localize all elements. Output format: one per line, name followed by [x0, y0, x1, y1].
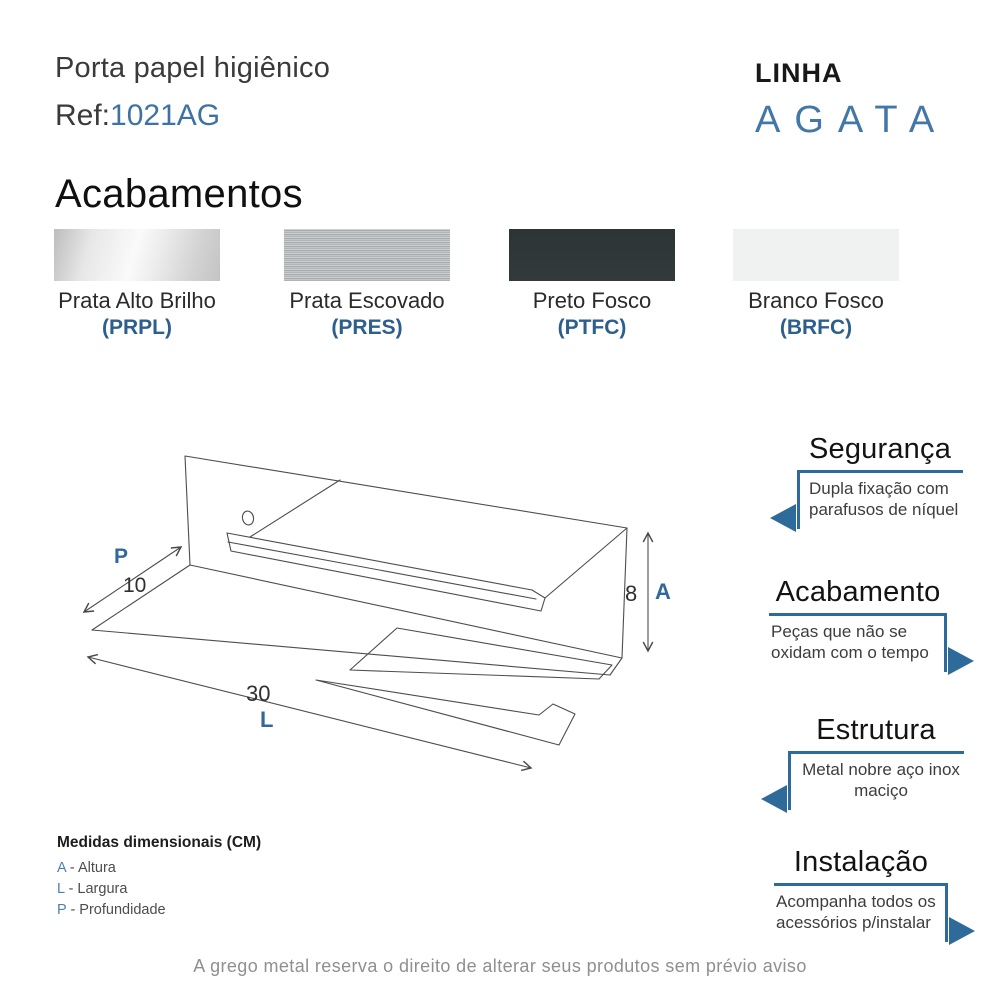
legend-label: - Largura — [68, 881, 128, 897]
finish-swatch-silver-gloss — [54, 229, 220, 281]
finish-item-pres — [282, 229, 452, 340]
legend-item-largura — [57, 881, 127, 897]
legend-item-profundidade — [57, 902, 166, 918]
legend-letter: P — [57, 902, 67, 918]
finish-code: (PRPL) — [102, 316, 172, 339]
finish-item-brfc — [731, 229, 901, 340]
finish-name: Branco Fosco — [748, 288, 884, 313]
feature-callout-estrutura — [788, 714, 964, 810]
dim-depth-letter: P — [114, 545, 129, 568]
finish-code: (PRES) — [331, 316, 403, 339]
legend-letter: A — [57, 860, 66, 876]
legend-item-altura — [57, 860, 116, 876]
feature-description: Acompanha todos os acessórios p/instalar — [774, 886, 948, 942]
feature-title: Segurança — [797, 433, 963, 473]
finish-item-ptfc — [507, 229, 677, 340]
ref-label: Ref: — [55, 99, 111, 132]
callout-arrow-right-icon — [948, 647, 974, 675]
dim-width-letter: L — [260, 707, 274, 732]
finish-name: Prata Alto Brilho — [58, 288, 216, 313]
finish-name: Prata Escovado — [289, 288, 445, 313]
footer-disclaimer: A grego metal reserva o direito de alterar seus produtos sem prévio aviso — [193, 956, 807, 976]
dim-depth-value: 10 — [123, 574, 147, 597]
ref-code: 1021AG — [110, 99, 221, 132]
callout-arrow-left-icon — [770, 504, 796, 532]
product-reference — [55, 99, 220, 133]
finish-item-prpl — [52, 229, 222, 340]
finishes-section-title: Acabamentos — [55, 172, 303, 216]
line-label: LINHA — [755, 58, 843, 88]
feature-title: Acabamento — [769, 576, 947, 616]
feature-callout-acabamento — [769, 576, 947, 672]
legend-letter: L — [57, 881, 65, 897]
feature-callout-seguranca — [797, 433, 963, 529]
feature-title: Estrutura — [788, 714, 964, 754]
feature-title: Instalação — [774, 846, 948, 886]
line-name: AGATA — [755, 99, 949, 141]
finish-swatch-matte-black — [509, 229, 675, 281]
callout-arrow-right-icon — [949, 917, 975, 945]
feature-description: Dupla fixação com parafusos de níquel — [797, 473, 963, 529]
legend-label: - Profundidade — [70, 902, 166, 918]
finish-code: (BRFC) — [779, 316, 853, 339]
feature-callout-instalacao — [774, 846, 948, 942]
dim-width-value: 30 — [246, 681, 271, 706]
legend-title: Medidas dimensionais (CM) — [57, 834, 262, 851]
finish-name: Preto Fosco — [532, 288, 652, 313]
dim-height-value: 8 — [625, 581, 638, 606]
finish-swatch-silver-brushed — [284, 229, 450, 281]
feature-description: Peças que não se oxidam com o tempo — [769, 616, 947, 672]
legend-label: - Altura — [69, 860, 116, 876]
product-title: Porta papel higiênico — [55, 52, 331, 84]
dim-height-letter: A — [655, 579, 671, 604]
callout-arrow-left-icon — [761, 785, 787, 813]
finish-swatch-matte-white — [733, 229, 899, 281]
feature-description: Metal nobre aço inox maciço — [788, 754, 964, 810]
finish-code: (PTFC) — [557, 316, 627, 339]
